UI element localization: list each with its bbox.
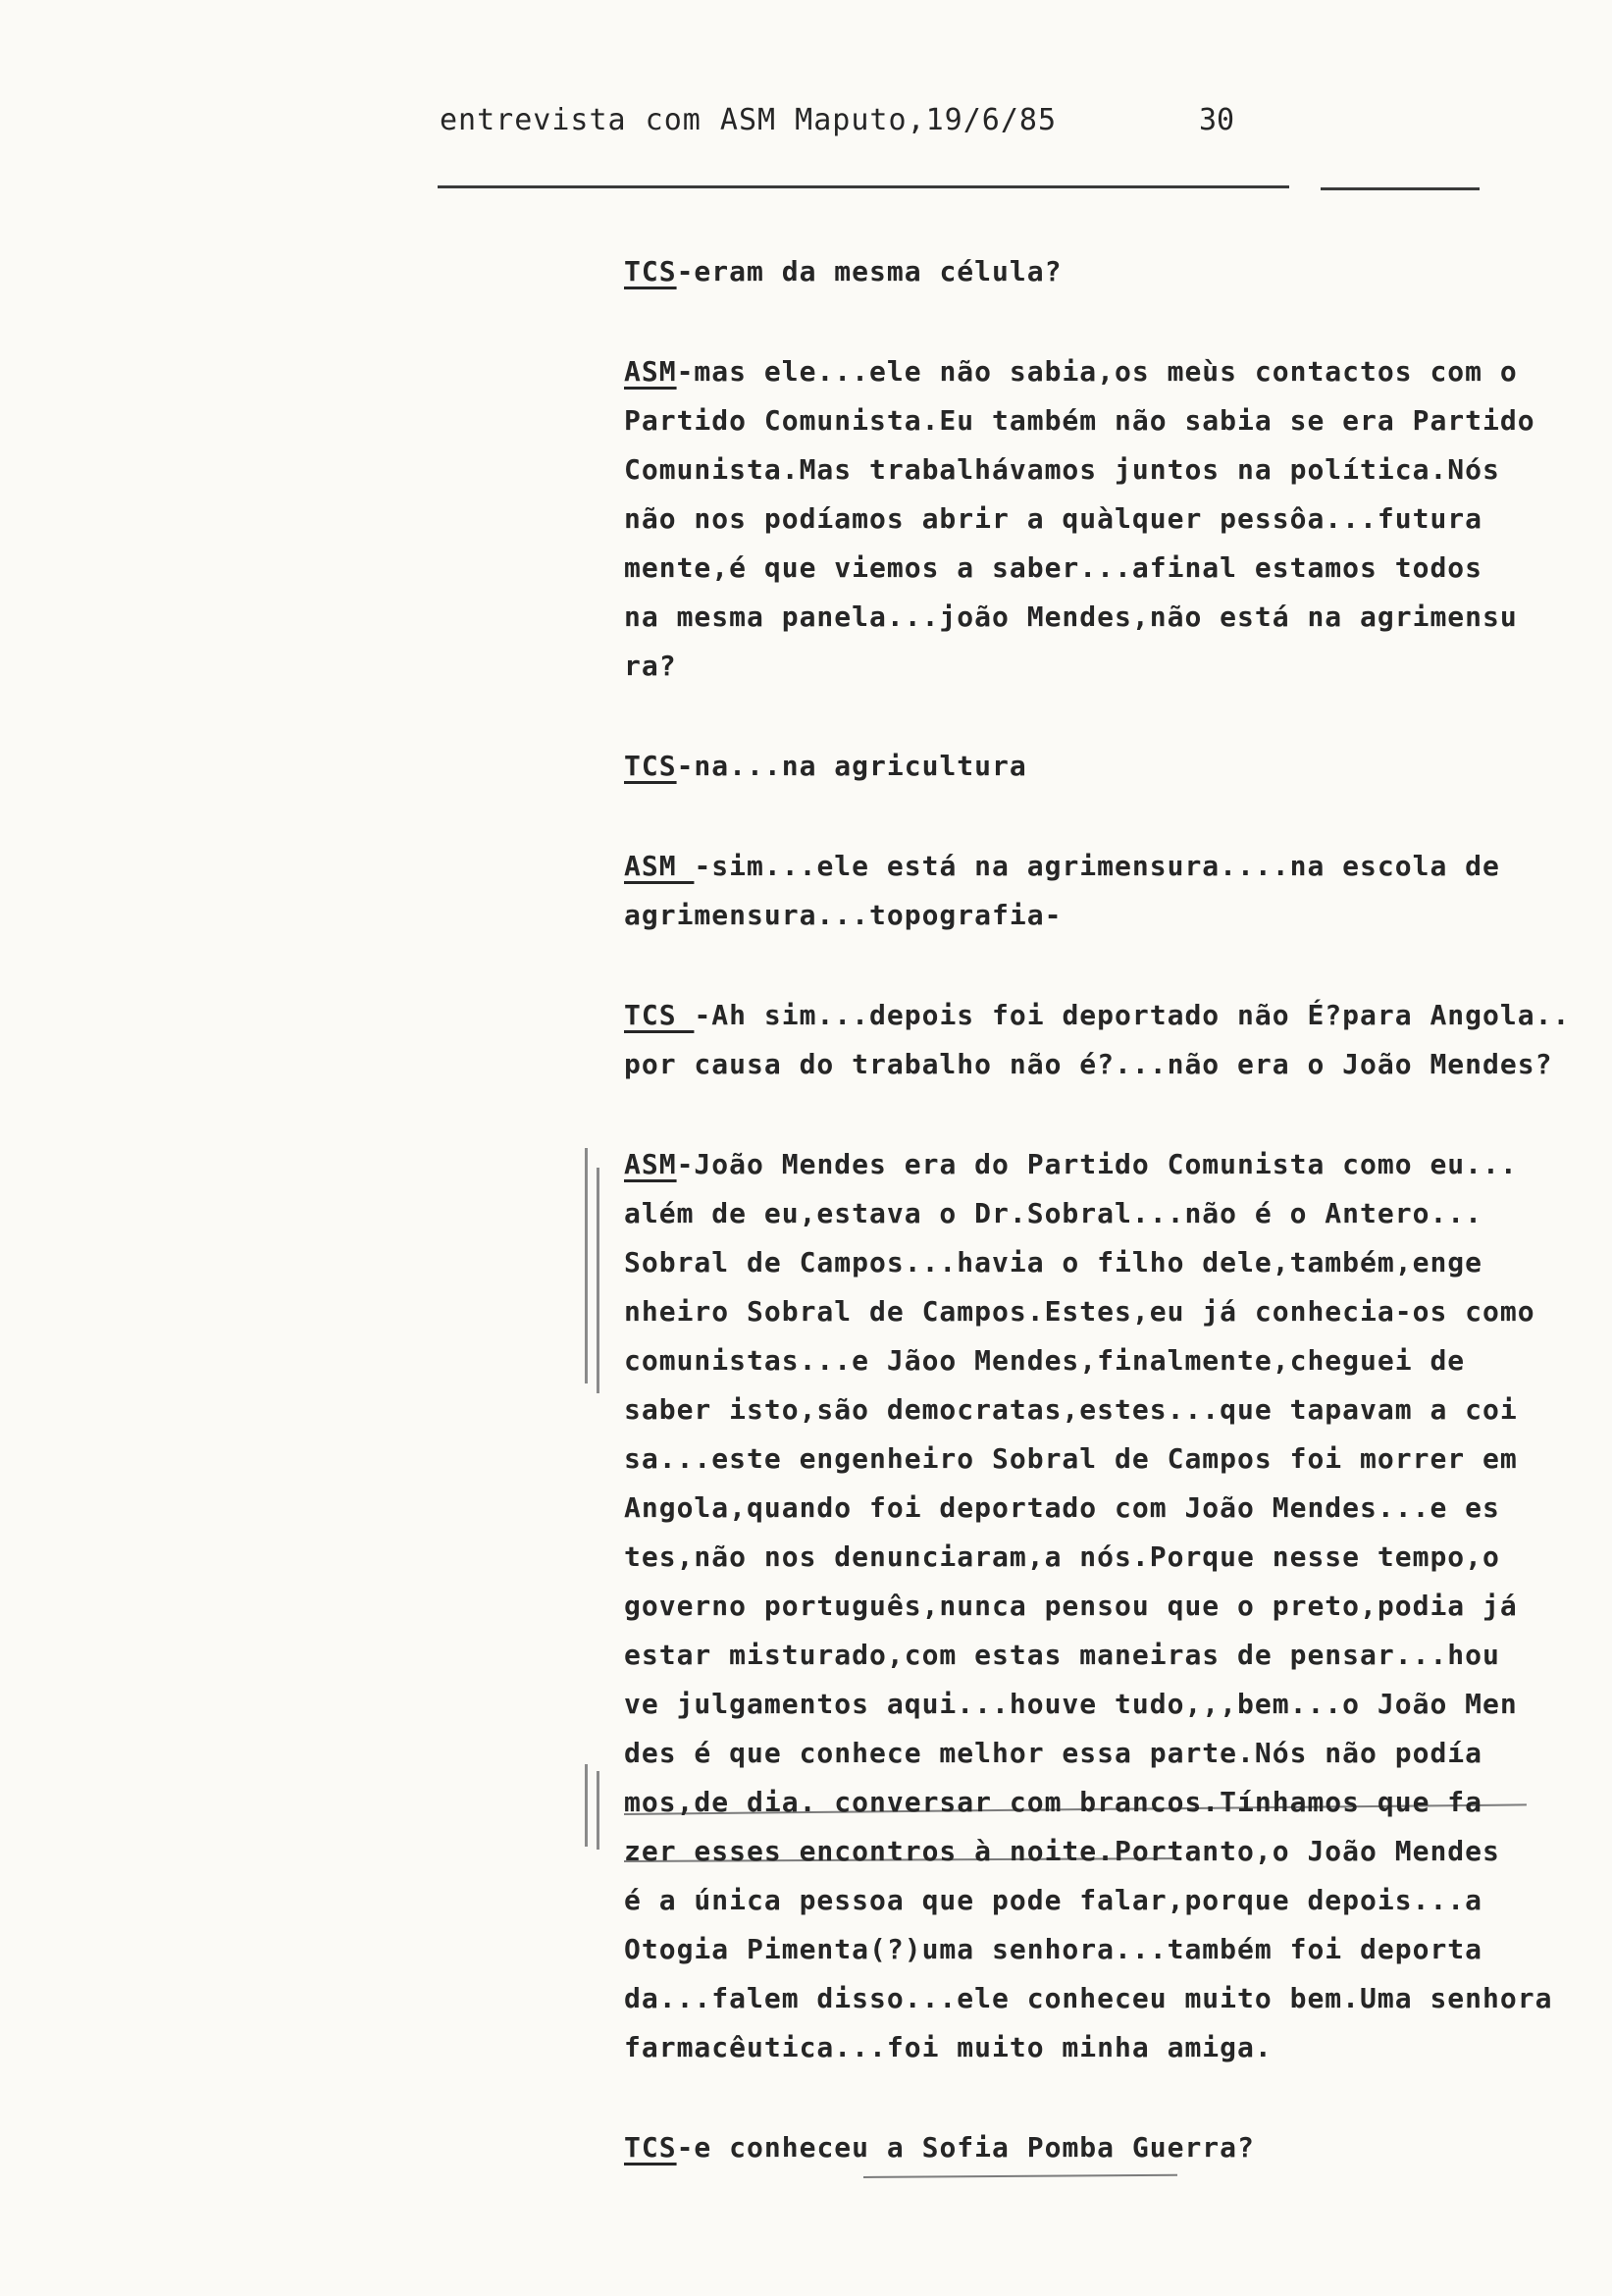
header-rule-short [1321,187,1480,190]
margin-pencil-mark [585,1764,588,1847]
transcript-paragraph [624,991,1605,1089]
transcript-line: Sobral de Campos...havia o filho dele,também,enge [624,1246,1483,1278]
transcript-line: Angola,quando foi deportado com João Mendes...e es [624,1491,1500,1524]
transcript-paragraph [624,2123,1605,2172]
speaker-label: TCS [624,750,677,782]
transcript-line: tes,não nos denunciaram,a nós.Porque nesse tempo,o [624,1540,1500,1573]
transcript-line: des é que conhece melhor essa parte.Nós não podía [624,1737,1483,1769]
transcript-line: da...falem disso...ele conheceu muito bem.Uma senhora [624,1982,1553,2014]
transcript-body [624,247,1605,2223]
page-header-title: entrevista com ASM Maputo,19/6/85 [440,103,1058,137]
transcript-line: não nos podíamos abrir a quàlquer pessôa...futura [624,502,1483,535]
transcript-line: mos,de dia. conversar com brancos.Tínhamos que fa [624,1786,1483,1818]
speaker-label: ASM [624,850,695,882]
transcript-line: farmacêutica...foi muito minha amiga. [624,2031,1273,2063]
transcript-line: governo português,nunca pensou que o preto,podia já [624,1590,1518,1622]
margin-pencil-mark [597,1168,599,1393]
transcript-line: na mesma panela...joão Mendes,não está na agrimensu [624,600,1518,633]
transcript-line: zer esses encontros à noite.Portanto,o João Mendes [624,1835,1500,1867]
transcript-line: estar misturado,com estas maneiras de pensar...hou [624,1639,1500,1671]
transcript-paragraph [624,247,1605,296]
speaker-label: TCS [624,255,677,287]
speaker-label: TCS [624,2131,677,2164]
transcript-paragraph [624,842,1605,940]
header-rule [438,185,1289,188]
transcript-line: comunistas...e Jãoo Mendes,finalmente,cheguei de [624,1344,1466,1377]
transcript-line: além de eu,estava o Dr.Sobral...não é o Antero... [624,1197,1483,1229]
transcript-line: ASM-João Mendes era do Partido Comunista como eu... [624,1148,1518,1180]
transcript-line: é a única pessoa que pode falar,porque depois...a [624,1884,1483,1916]
transcript-line: TCS-e conheceu a Sofia Pomba Guerra? [624,2131,1255,2164]
transcript-line: ra? [624,650,677,682]
transcript-line: Partido Comunista.Eu também não sabia se era Partido [624,404,1535,437]
transcript-line: ASM-mas ele...ele não sabia,os meùs contactos com o [624,355,1518,388]
transcript-paragraph [624,1140,1605,2072]
transcript-line: nheiro Sobral de Campos.Estes,eu já conhecia-os como [624,1295,1535,1328]
transcript-paragraph [624,742,1605,791]
margin-pencil-mark [585,1148,588,1383]
transcript-paragraph [624,347,1605,691]
transcript-line: Otogia Pimenta(?)uma senhora...também foi deporta [624,1933,1483,1965]
transcript-line: ve julgamentos aqui...houve tudo,,,bem...o João Men [624,1688,1518,1720]
transcript-line: mente,é que viemos a saber...afinal estamos todos [624,551,1483,584]
transcript-line: TCS -Ah sim...depois foi deportado não É?para Angola.. [624,999,1571,1031]
page-number: 30 [1199,103,1235,137]
transcript-line: TCS-na...na agricultura [624,750,1027,782]
margin-pencil-mark [597,1771,599,1850]
transcript-line: agrimensura...topografia- [624,899,1063,931]
transcript-line: ASM -sim...ele está na agrimensura....na escola de [624,850,1500,882]
speaker-label: ASM [624,355,677,388]
speaker-label: ASM [624,1148,677,1180]
transcript-line: sa...este engenheiro Sobral de Campos foi morrer em [624,1442,1518,1475]
transcript-line: saber isto,são democratas,estes...que tapavam a coi [624,1393,1518,1426]
transcript-line: TCS-eram da mesma célula? [624,255,1063,287]
transcript-line: por causa do trabalho não é?...não era o João Mendes? [624,1048,1553,1080]
speaker-label: TCS [624,999,695,1031]
transcript-line: Comunista.Mas trabalhávamos juntos na política.Nós [624,453,1500,486]
